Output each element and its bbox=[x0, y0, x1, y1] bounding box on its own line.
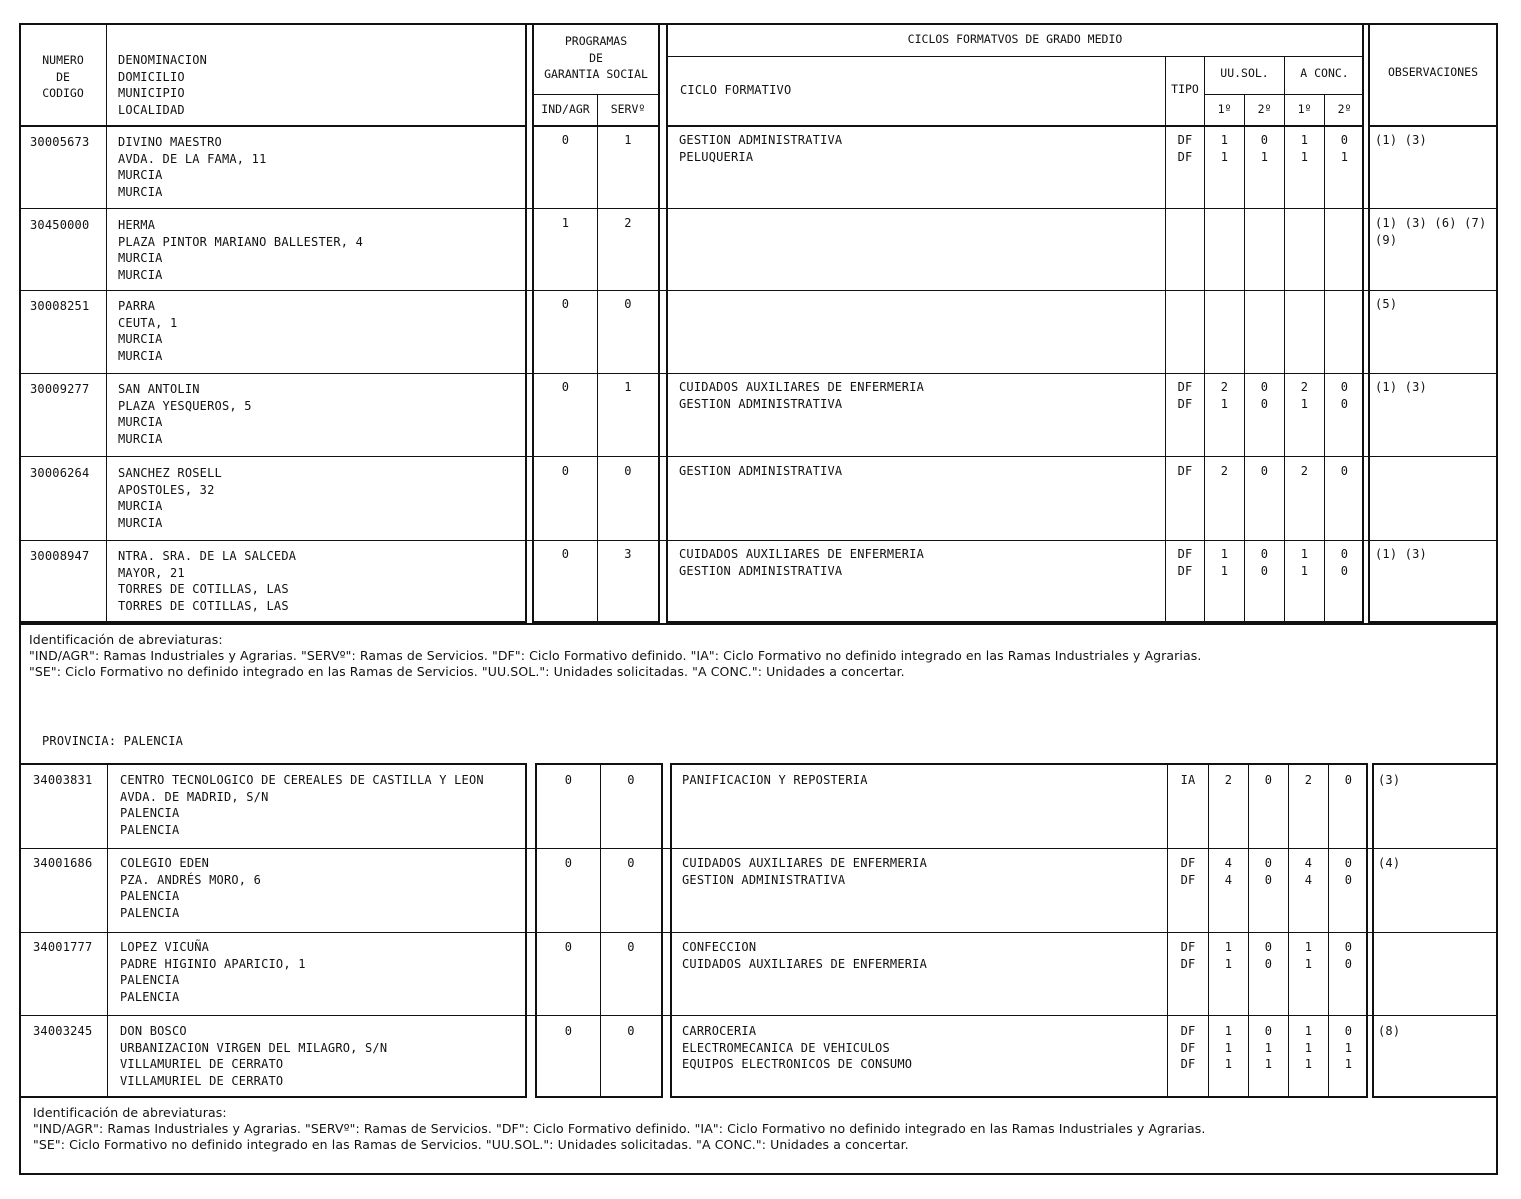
ind-agr-cell: 0 bbox=[564, 856, 573, 870]
conc-first-cell: 2 bbox=[1300, 464, 1309, 478]
provincia-heading: PROVINCIA: PALENCIA bbox=[42, 734, 184, 748]
tipo-cell: DF DF bbox=[1180, 940, 1196, 971]
row-divider bbox=[19, 373, 1498, 374]
divider bbox=[597, 94, 598, 623]
conc-first-cell: 1 1 bbox=[1300, 547, 1309, 578]
ciclo-cell: CARROCERIA ELECTROMECANICA DE VEHICULOS EQUIPOS ELECTRONICOS DE CONSUMO bbox=[682, 1024, 913, 1071]
uu-first-cell: 1 1 bbox=[1224, 940, 1233, 971]
notes-title: Identificación de abreviaturas: bbox=[29, 632, 223, 647]
conc-second-cell: 0 0 bbox=[1344, 856, 1353, 887]
observaciones-box-top bbox=[1368, 23, 1498, 623]
row-divider bbox=[19, 848, 1498, 849]
uu-first-cell: 1 1 bbox=[1220, 547, 1229, 578]
divider bbox=[532, 125, 660, 127]
divider bbox=[106, 23, 107, 623]
row-divider bbox=[19, 932, 1498, 933]
header-tipo: TIPO bbox=[1171, 82, 1199, 96]
obs-cell: (1) (3) (6) (7) (9) bbox=[1375, 216, 1487, 247]
ciclo-cell: GESTION ADMINISTRATIVA PELUQUERIA bbox=[679, 133, 843, 164]
name-cell: DIVINO MAESTRO AVDA. DE LA FAMA, 11 MURCIA MURCIA bbox=[118, 135, 267, 199]
header-ind-agr: IND/AGR bbox=[541, 102, 590, 116]
tipo-cell: DF DF bbox=[1177, 380, 1193, 411]
tipo-cell: IA bbox=[1180, 773, 1196, 787]
ciclo-cell: GESTION ADMINISTRATIVA bbox=[679, 464, 843, 478]
uu-first-cell: 1 1 1 bbox=[1224, 1024, 1233, 1071]
uu-second-cell: 0 1 bbox=[1260, 133, 1269, 164]
uu-second-cell: 0 0 bbox=[1260, 380, 1269, 411]
obs-cell: (1) (3) bbox=[1375, 380, 1427, 394]
obs-cell: (1) (3) bbox=[1375, 133, 1427, 147]
serv-cell: 1 bbox=[624, 133, 632, 147]
uu-second-cell: 0 0 bbox=[1264, 856, 1273, 887]
name-cell: LOPEZ VICUÑA PADRE HIGINIO APARICIO, 1 PALENCIA PALENCIA bbox=[120, 940, 306, 1004]
conc-first-cell: 4 4 bbox=[1304, 856, 1313, 887]
header-observaciones: OBSERVACIONES bbox=[1387, 65, 1478, 79]
conc-second-cell: 0 1 bbox=[1340, 133, 1349, 164]
row-divider bbox=[19, 540, 1498, 541]
obs-cell: (4) bbox=[1378, 856, 1401, 870]
code-cell: 34001777 bbox=[33, 940, 93, 954]
notes-line-1: "IND/AGR": Ramas Industriales y Agrarias. "SERVº": Ramas de Servicios. "DF": Ciclo Formativo definido. "IA": Ciclo Formativo no definido integrado en las Ramas Industriales y Agrarias. bbox=[29, 648, 1202, 663]
code-cell: 30450000 bbox=[30, 218, 90, 232]
section-divider bbox=[19, 623, 1498, 625]
ciclo-cell: CUIDADOS AUXILIARES DE ENFERMERIA GESTION ADMINISTRATIVA bbox=[679, 547, 925, 578]
serv-cell: 0 bbox=[627, 1024, 635, 1038]
name-cell: CENTRO TECNOLOGICO DE CEREALES DE CASTILLA Y LEON AVDA. DE MADRID, S/N PALENCIA PALENCIA bbox=[120, 773, 484, 837]
tipo-cell: DF DF DF bbox=[1180, 1024, 1196, 1071]
ind-agr-cell: 0 bbox=[564, 773, 573, 787]
ind-agr-cell: 0 bbox=[561, 297, 570, 311]
divider bbox=[107, 763, 108, 1098]
serv-cell: 0 bbox=[627, 940, 635, 954]
ind-agr-cell: 0 bbox=[561, 464, 570, 478]
uu-second-cell: 0 1 1 bbox=[1264, 1024, 1273, 1071]
conc-first-cell: 1 1 1 bbox=[1304, 1024, 1313, 1071]
serv-cell: 3 bbox=[624, 547, 632, 561]
code-cell: 30009277 bbox=[30, 382, 90, 396]
code-cell: 30008251 bbox=[30, 299, 90, 313]
name-cell: NTRA. SRA. DE LA SALCEDA MAYOR, 21 TORRES DE COTILLAS, LAS TORRES DE COTILLAS, LAS bbox=[118, 549, 297, 613]
conc-first-cell: 2 bbox=[1304, 773, 1313, 787]
conc-second-cell: 0 0 bbox=[1344, 940, 1353, 971]
notes-line-2: "SE": Ciclo Formativo no definido integrado en las Ramas de Servicios. "UU.SOL.": Unidades solicitadas. "A CONC.": Unidades a concertar. bbox=[29, 664, 905, 679]
name-cell: DON BOSCO URBANIZACION VIRGEN DEL MILAGRO, S/N VILLAMURIEL DE CERRATO VILLAMURIEL DE CERRATO bbox=[120, 1024, 388, 1088]
notes-line-1-2: "IND/AGR": Ramas Industriales y Agrarias. "SERVº": Ramas de Servicios. "DF": Ciclo Formativo definido. "IA": Ciclo Formativo no definido integrado en las Ramas Industriales y Agrarias. bbox=[33, 1121, 1206, 1136]
name-cell: PARRA CEUTA, 1 MURCIA MURCIA bbox=[118, 299, 178, 363]
name-cell: COLEGIO EDEN PZA. ANDRÉS MORO, 6 PALENCIA PALENCIA bbox=[120, 856, 262, 920]
code-cell: 34001686 bbox=[33, 856, 93, 870]
divider bbox=[666, 125, 1364, 127]
row-divider bbox=[19, 1015, 1498, 1016]
divider bbox=[19, 125, 527, 127]
conc-first-cell: 2 1 bbox=[1300, 380, 1309, 411]
ind-agr-cell: 0 bbox=[561, 133, 570, 147]
header-conc-first: 1º bbox=[1297, 102, 1312, 116]
uu-second-cell: 0 bbox=[1260, 464, 1269, 478]
obs-cell: (3) bbox=[1378, 773, 1401, 787]
code-cell: 34003245 bbox=[33, 1024, 93, 1038]
conc-second-cell: 0 bbox=[1340, 464, 1349, 478]
header-uu-first: 1º bbox=[1217, 102, 1232, 116]
observaciones-box-bottom bbox=[1372, 763, 1498, 1098]
uu-first-cell: 1 1 bbox=[1220, 133, 1229, 164]
divider bbox=[666, 56, 1364, 57]
divider bbox=[600, 763, 601, 1098]
notes-title-2: Identificación de abreviaturas: bbox=[33, 1105, 227, 1120]
notes-line-2-2: "SE": Ciclo Formativo no definido integrado en las Ramas de Servicios. "UU.SOL.": Unidades solicitadas. "A CONC.": Unidades a concertar. bbox=[33, 1137, 909, 1152]
uu-first-cell: 2 1 bbox=[1220, 380, 1229, 411]
serv-cell: 0 bbox=[627, 856, 635, 870]
code-cell: 30005673 bbox=[30, 135, 90, 149]
tipo-cell: DF DF bbox=[1180, 856, 1196, 887]
obs-cell: (5) bbox=[1375, 297, 1398, 311]
ind-agr-cell: 0 bbox=[564, 940, 573, 954]
conc-second-cell: 0 0 bbox=[1340, 547, 1349, 578]
ciclo-cell: CUIDADOS AUXILIARES DE ENFERMERIA GESTION ADMINISTRATIVA bbox=[682, 856, 928, 887]
divider bbox=[1368, 125, 1498, 127]
header-denominacion: DENOMINACION DOMICILIO MUNICIPIO LOCALIDAD bbox=[118, 53, 208, 117]
obs-cell: (1) (3) bbox=[1375, 547, 1427, 561]
serv-cell: 2 bbox=[624, 216, 632, 230]
tipo-cell: DF DF bbox=[1177, 547, 1193, 578]
code-cell: 30006264 bbox=[30, 466, 90, 480]
tipo-cell: DF DF bbox=[1177, 133, 1193, 164]
row-divider bbox=[19, 456, 1498, 457]
ciclo-cell: CUIDADOS AUXILIARES DE ENFERMERIA GESTION ADMINISTRATIVA bbox=[679, 380, 925, 411]
header-programas: PROGRAMAS DE GARANTIA SOCIAL bbox=[544, 34, 648, 81]
serv-cell: 0 bbox=[624, 464, 632, 478]
uu-first-cell: 2 bbox=[1224, 773, 1233, 787]
ind-agr-cell: 0 bbox=[561, 547, 570, 561]
header-uu-sol: UU.SOL. bbox=[1220, 66, 1269, 80]
header-uu-second: 2º bbox=[1257, 102, 1272, 116]
divider bbox=[1324, 94, 1325, 623]
ciclo-cell: PANIFICACION Y REPOSTERIA bbox=[682, 773, 868, 787]
uu-first-cell: 2 bbox=[1220, 464, 1229, 478]
name-cell: SAN ANTOLIN PLAZA YESQUEROS, 5 MURCIA MURCIA bbox=[118, 382, 252, 446]
uu-second-cell: 0 bbox=[1264, 773, 1273, 787]
header-serv: SERVº bbox=[610, 102, 646, 116]
programas-box-bottom bbox=[535, 763, 663, 1098]
code-cell: 30008947 bbox=[30, 549, 90, 563]
name-cell: HERMA PLAZA PINTOR MARIANO BALLESTER, 4 MURCIA MURCIA bbox=[118, 218, 364, 282]
ciclo-cell: CONFECCION CUIDADOS AUXILIARES DE ENFERMERIA bbox=[682, 940, 928, 971]
row-divider bbox=[19, 290, 1498, 291]
conc-second-cell: 0 1 1 bbox=[1344, 1024, 1353, 1071]
name-cell: SANCHEZ ROSELL APOSTOLES, 32 MURCIA MURCIA bbox=[118, 466, 222, 530]
obs-cell: (8) bbox=[1378, 1024, 1401, 1038]
divider bbox=[1244, 94, 1245, 623]
ind-agr-cell: 0 bbox=[561, 380, 570, 394]
conc-second-cell: 0 bbox=[1344, 773, 1353, 787]
divider bbox=[532, 94, 660, 95]
header-ciclos-title: CICLOS FORMATVOS DE GRADO MEDIO bbox=[907, 32, 1123, 46]
code-cell: 34003831 bbox=[33, 773, 93, 787]
conc-first-cell: 1 1 bbox=[1300, 133, 1309, 164]
uu-second-cell: 0 0 bbox=[1260, 547, 1269, 578]
header-conc-second: 2º bbox=[1337, 102, 1352, 116]
serv-cell: 0 bbox=[624, 297, 632, 311]
divider bbox=[1204, 94, 1364, 95]
serv-cell: 0 bbox=[627, 773, 635, 787]
header-numero-codigo: NUMERO DE CODIGO bbox=[42, 53, 84, 100]
conc-first-cell: 1 1 bbox=[1304, 940, 1313, 971]
row-divider bbox=[19, 208, 1498, 209]
tipo-cell: DF bbox=[1177, 464, 1193, 478]
header-ciclo-formativo: CICLO FORMATIVO bbox=[680, 83, 792, 97]
uu-second-cell: 0 0 bbox=[1264, 940, 1273, 971]
ind-agr-cell: 0 bbox=[564, 1024, 573, 1038]
header-a-conc: A CONC. bbox=[1300, 66, 1349, 80]
conc-second-cell: 0 0 bbox=[1340, 380, 1349, 411]
denominacion-box-top bbox=[19, 23, 527, 623]
serv-cell: 1 bbox=[624, 380, 632, 394]
ind-agr-cell: 1 bbox=[561, 216, 570, 230]
uu-first-cell: 4 4 bbox=[1224, 856, 1233, 887]
